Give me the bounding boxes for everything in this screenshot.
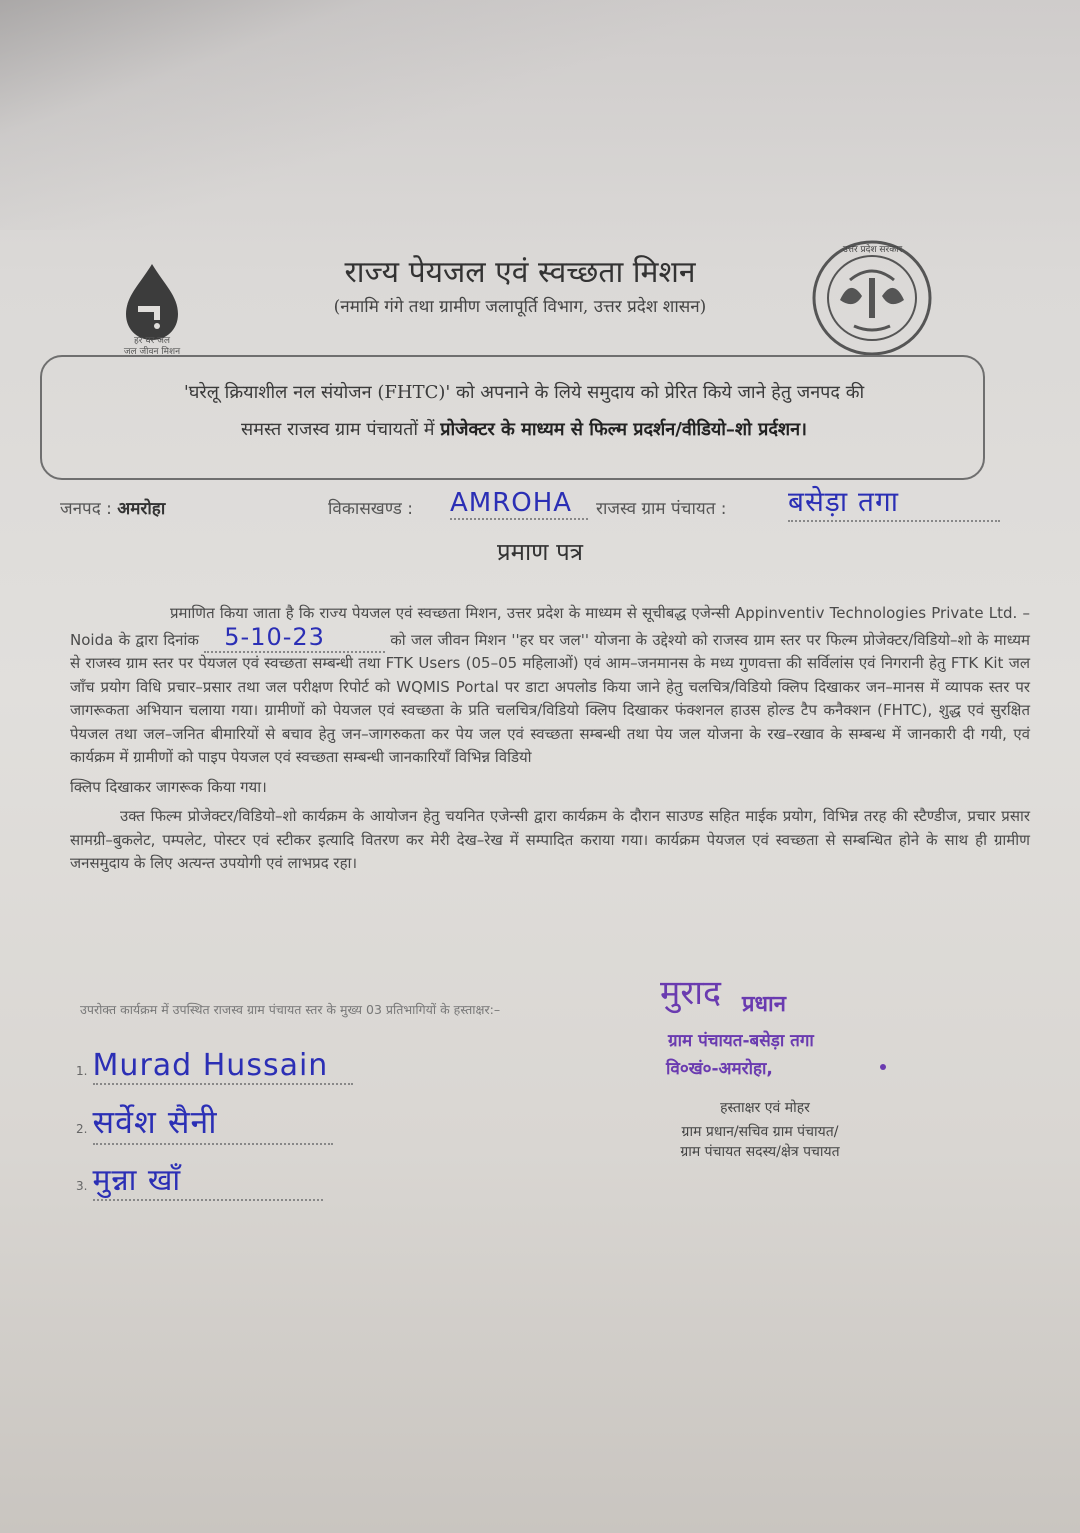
district-label: जनपद : xyxy=(60,499,112,519)
participant-num-3: 3. xyxy=(76,1179,88,1193)
paragraph-1 xyxy=(70,602,1030,770)
banner-line2-plain: समस्त राजस्व ग्राम पंचायतों में xyxy=(241,419,435,440)
block-label: विकासखण्ड : xyxy=(328,499,414,519)
panchayat-label: राजस्व ग्राम पंचायत : xyxy=(596,499,727,519)
paragraph-1-rest: को जल जीवन मिशन ''हर घर जल'' योजना के उद्देश्यो को राजस्व ग्राम स्तर पर फिल्म प्रोजेक्टर/विडियो–शो के माध्यम से राजस्व ग्राम स्तर पर पेयजल एवं स्वच्छता सम्बन्धी तथा FTK Users (05–05 महिलाओं) एवं आम–जनमानस के मध्य गुणवत्ता की सर्विलांस एवं निगरानी हेतु FTK Kit जल जाँच प्रयोग विधि प्रचार–प्रसार तथा जल परीक्षण रिपोर्ट को WQMIS Portal पर डाटा अपलोड किया जाने हेतु चलचित्र/विडियो क्लिप दिखाकर जन–मानस में व्यापक स्तर पर जागरूकता अभियान चलाया गया। ग्रामीणों को पेयजल एवं स्वच्छता के प्रति चलचित्र/विडियो क्लिप दिखाकर फंक्शनल हाउस होल्ड टैप कनैक्शन (FHTC), शुद्ध एवं सुरक्षित पेयजल तथा जल–जनित बीमारियों से बचाव हेतु जन–जागरुकता कर पेय जल एवं स्वच्छता सम्बन्धी तथा पेय जल योजना के रख–रखाव के सम्बन्ध में जानकारी दी गयी, एवं कार्यक्रम में ग्रामीणों को पाइप पेयजल एवं स्वच्छता सम्बन्धी जानकारियाँ विभिन्न विडियो xyxy=(70,630,1030,766)
paragraph-2: उक्त फिल्म प्रोजेक्टर/विडियो–शो कार्यक्रम के आयोजन हेतु चयनित एजेन्सी द्वारा कार्यक्रम के दौरान साउण्ड सहित माईक प्रयोग, विभिन्न तरह की स्टैण्डीज, प्रचार प्रसार सामग्री–बुकलेट, पम्पलेट, पोस्टर एवं स्टीकर इत्यादि वितरण कर मेरी देख–रेख में सम्पादित कराया गया। कार्यक्रम पेयजल एवं स्वच्छता से सम्बन्धित होने के साथ ही ग्रामीण जनसमुदाय के लिए अत्यन्त उपयोगी एवं लाभप्रद रहा। xyxy=(70,807,1030,872)
pradhan-signature: मुराद xyxy=(660,973,722,1013)
banner-line1: 'घरेलू क्रियाशील नल संयोजन (FHTC)' को अपनाने के लिये समुदाय को प्रेरित किये जाने हेतु जनपद की xyxy=(183,382,865,403)
participant-row-2 xyxy=(76,1100,366,1145)
banner-line2 xyxy=(64,417,984,441)
participant-num-2: 2. xyxy=(76,1122,88,1136)
paragraph-1-start: प्रमाणित किया जाता है कि राज्य पेयजल एवं स्वच्छता मिशन, उत्तर प्रदेश के माध्यम से सूचीबद्ध एजेन्सी Appinventiv Technologies Private Ltd. – Noida के द्वारा दिनांक xyxy=(70,604,1030,649)
block-value-handwritten: AMROHA xyxy=(450,488,588,520)
participant-row-1 xyxy=(76,1048,366,1085)
seal-text: उत्तर प्रदेश सरकार xyxy=(842,245,903,255)
panchayat-value-handwritten: बसेड़ा तगा xyxy=(788,482,1000,522)
signature-caption-1: हस्ताक्षर एवं मोहर xyxy=(720,1100,810,1116)
participant-row-3 xyxy=(76,1158,366,1201)
participant-sign-1: Murad Hussain xyxy=(93,1048,353,1085)
stamp-dot xyxy=(880,1064,886,1070)
participant-sign-3: मुन्ना खाँ xyxy=(93,1158,323,1201)
signature-caption-3: ग्राम पंचायत सदस्य/क्षेत्र पचायत xyxy=(680,1144,840,1160)
page-shadow xyxy=(0,0,1080,230)
mission-title: राज्य पेयजल एवं स्वच्छता मिशन xyxy=(344,255,696,290)
banner-line2-bold: प्रोजेक्टर के माध्यम से फिल्म प्रदर्शन/वीडियो–शो प्रर्दशन। xyxy=(440,419,807,440)
stamp-panchayat: ग्राम पंचायत-बसेड़ा तगा xyxy=(668,1031,814,1051)
participant-sign-2: सर्वेश सैनी xyxy=(93,1100,333,1145)
signature-caption-2: ग्राम प्रधान/सचिव ग्राम पंचायत/ xyxy=(681,1124,839,1140)
stamp-pradhan: प्रधान xyxy=(742,992,786,1017)
document-title: प्रमाण पत्र xyxy=(496,538,584,566)
district-field xyxy=(60,496,165,519)
paragraph-1-end: क्लिप दिखाकर जागरूक किया गया। xyxy=(70,777,267,796)
stamp-block: वि०खं०-अमरोहा, xyxy=(666,1059,773,1079)
up-government-seal xyxy=(810,238,935,358)
participants-label: उपरोक्त कार्यक्रम में उपस्थित राजस्व ग्राम पंचायत स्तर के मुख्य 03 प्रतिभागियों के हस्ताक्षर:– xyxy=(80,1002,501,1017)
mission-subtitle: (नमामि गंगे तथा ग्रामीण जलापूर्ति विभाग, उत्तर प्रदेश शासन) xyxy=(333,297,707,317)
certificate-body xyxy=(70,602,1030,876)
district-value: अमरोहा xyxy=(117,499,166,519)
logo-text-line2: जल जीवन मिशन xyxy=(123,347,181,357)
participant-num-1: 1. xyxy=(76,1064,88,1078)
logo-text-line1: हर घर जल xyxy=(134,336,170,346)
program-date: 5-10-23 xyxy=(204,623,385,653)
block-field xyxy=(328,496,413,519)
